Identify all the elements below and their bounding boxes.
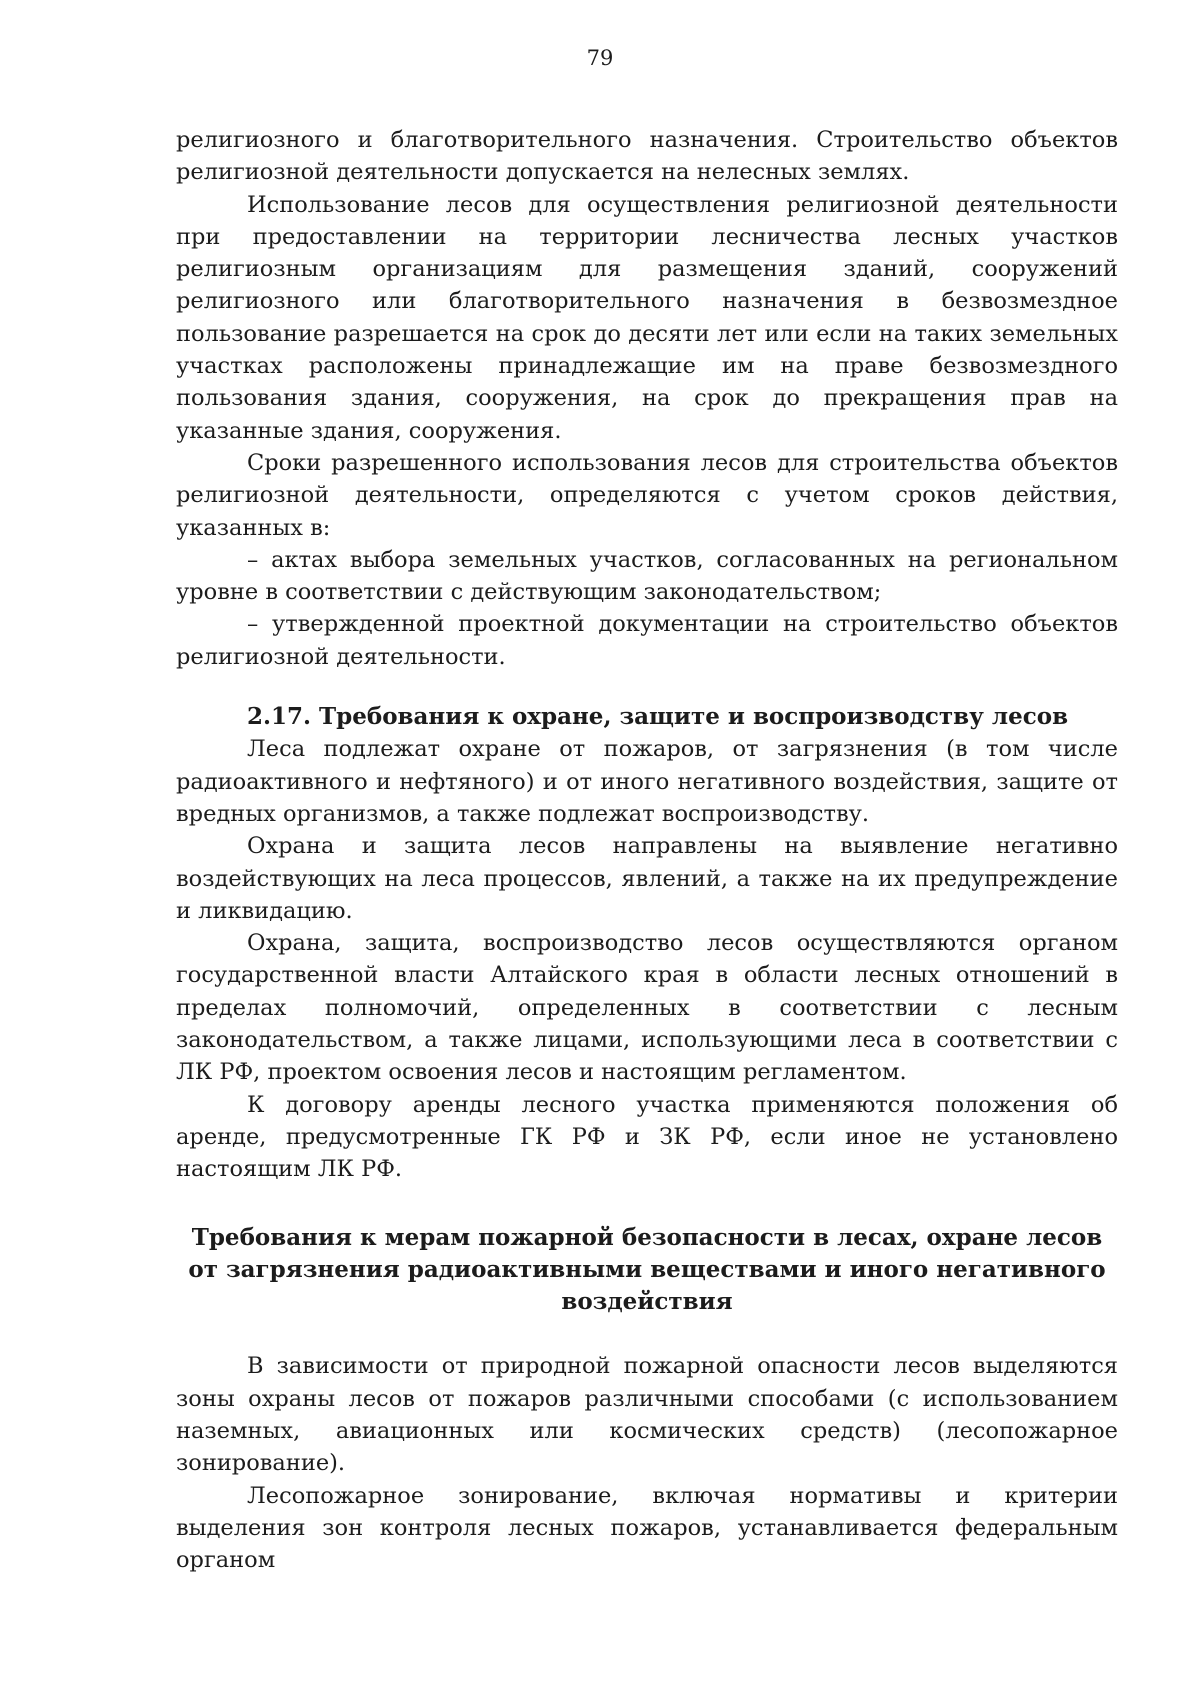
paragraph: религиозного и благотворительного назначения. Строительство объектов религиозной деятельности допускается на нелесных землях. <box>176 127 1118 186</box>
list-item: – актах выбора земельных участков, согласованных на региональном уровне в соответствии с действующим законодательством; <box>176 546 1118 606</box>
paragraph: Использование лесов для осуществления религиозной деятельности при предоставлении на территории лесничества лесных участков религиозным организациям для размещения зданий, сооружений религиозного или благотворительного назначения в безвозмездное пользование разрешается на срок до десяти лет или если на таких земельных участках расположены принадлежащие им на праве безвозмездного пользования здания, сооружения, на срок до прекращения прав на указанные здания, сооружения. <box>176 191 1118 444</box>
subsection-title-line: воздействия <box>561 1288 733 1316</box>
section-heading: 2.17. Требования к охране, защите и воспроизводству лесов <box>247 703 1069 731</box>
paragraph: К договору аренды лесного участка применяются положения об аренде, предусмотренные ГК РФ и ЗК РФ, если иное не установлено настоящим ЛК РФ. <box>176 1091 1118 1183</box>
paragraph: В зависимости от природной пожарной опасности лесов выделяются зоны охраны лесов от пожаров различными способами (с использованием наземных, авиационных или космических средств) (лесопожарное зонирование). <box>176 1353 1118 1477</box>
paragraph: Охрана, защита, воспроизводство лесов осуществляются органом государственной власти Алтайского края в области лесных отношений в пределах полномочий, определенных в соответствии с лесным законодательством, а также лицами, использующими леса в соответствии с ЛК РФ, проектом освоения лесов и настоящим регламентом. <box>176 930 1118 1086</box>
paragraph: Леса подлежат охране от пожаров, от загрязнения (в том числе радиоактивного и нефтяного) и от иного негативного воздействия, защите от вредных организмов, а также подлежат воспроизводству. <box>176 736 1118 827</box>
subsection-title-line: от загрязнения радиоактивными веществами и иного негативного <box>188 1255 1106 1283</box>
subsection-title <box>176 1222 1118 1319</box>
paragraph: Охрана и защита лесов направлены на выявление негативно воздействующих на леса процессов, явлений, а также на их предупреждение и ликвидацию. <box>176 833 1118 924</box>
document-body <box>176 124 1118 1576</box>
paragraph: Лесопожарное зонирование, включая нормативы и критерии выделения зон контроля лесных пожаров, устанавливается федеральным органом <box>176 1482 1118 1574</box>
page-number: 79 <box>586 46 614 70</box>
list-item: – утвержденной проектной документации на строительство объектов религиозной деятельности. <box>176 611 1118 670</box>
paragraph: Сроки разрешенного использования лесов для строительства объектов религиозной деятельности, определяются с учетом сроков действия, указанных в: <box>176 449 1118 541</box>
subsection-title-line: Требования к мерам пожарной безопасности в лесах, охране лесов <box>191 1223 1103 1251</box>
